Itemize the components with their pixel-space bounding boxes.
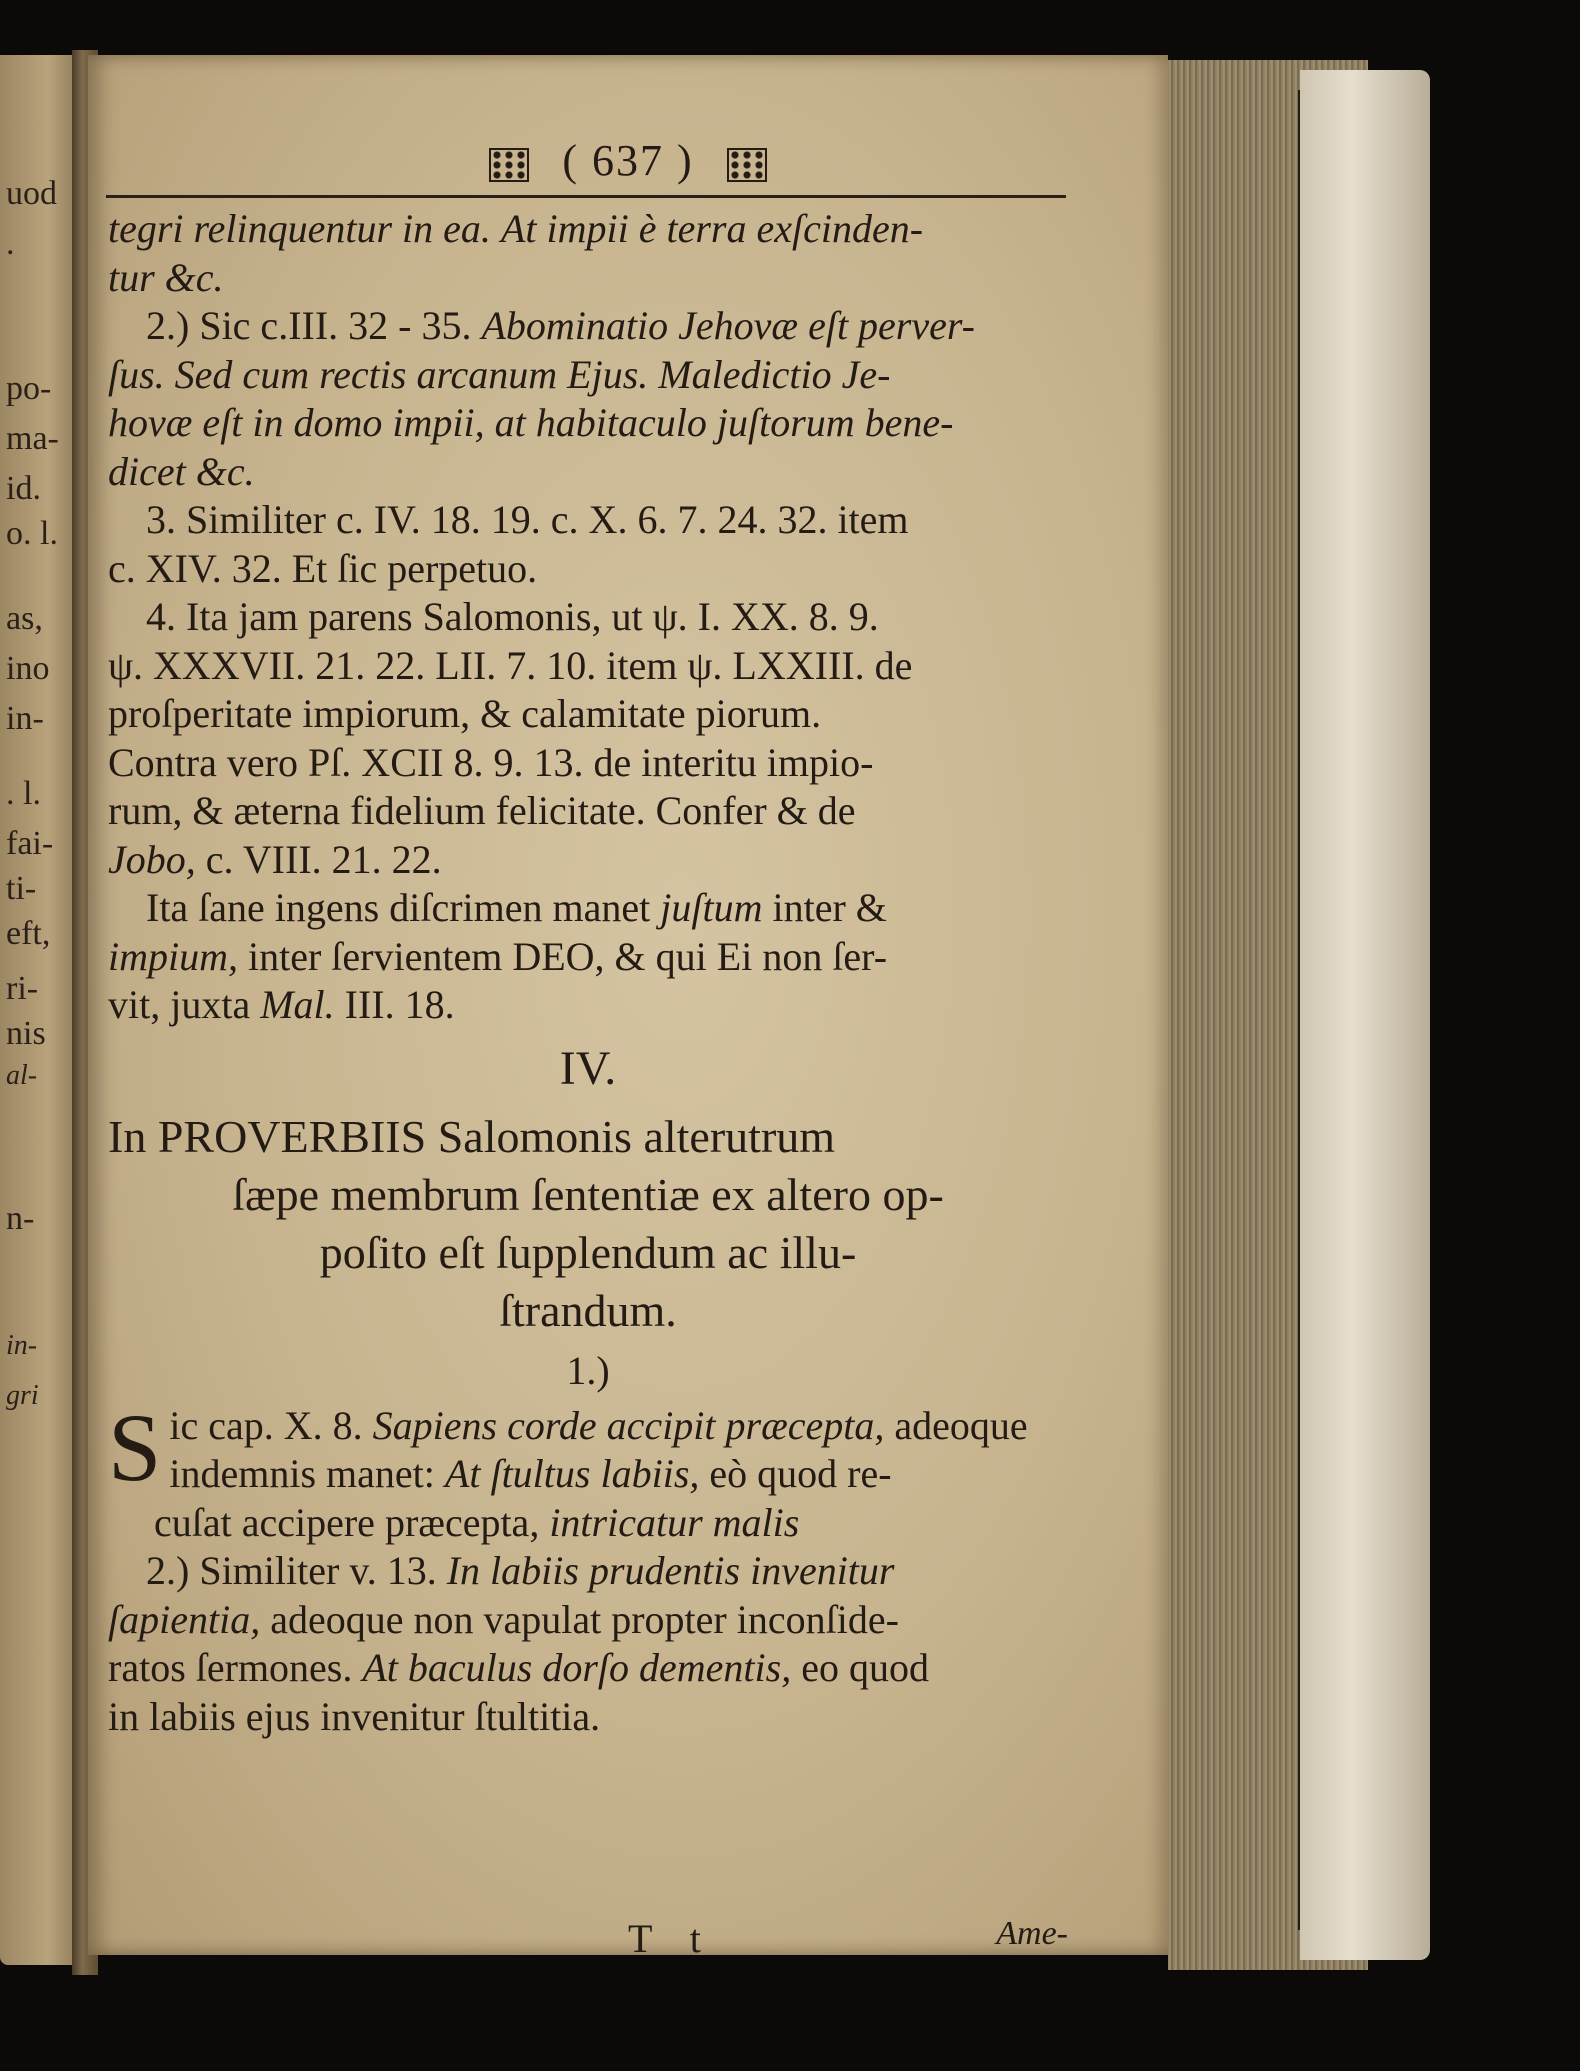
text-line: [108, 302, 1068, 351]
left-page-fragment: ma-: [6, 420, 59, 457]
text-line: [108, 448, 1068, 497]
paragraph-block-2: [108, 1393, 1068, 1742]
text-segment: adeoque non vapulat propter inconſide-: [260, 1596, 899, 1642]
text-line: [108, 254, 1068, 303]
italic-text: Mal.: [260, 982, 335, 1027]
ornament-left-icon: [489, 148, 529, 182]
left-page-fragment: ri-: [6, 970, 39, 1007]
book-page: [88, 55, 1168, 1961]
text-segment: rum, & æterna fidelium felicitate. Confer & de: [108, 788, 856, 833]
text-segment: 4. Ita jam parens Salomonis, ut ψ. I. XX. 8. 9.: [146, 594, 879, 639]
left-page-fragment: ti-: [6, 870, 37, 907]
text-segment: Ita ſane ingens diſcrimen manet: [146, 885, 661, 930]
text-line: [108, 642, 1068, 691]
paragraph-block-1: [108, 205, 1068, 1030]
page-number: ( 637 ): [562, 136, 694, 185]
left-page-fragment: ino: [6, 650, 50, 687]
page-footer: [108, 1915, 1068, 1965]
italic-text: In labiis prudentis invenitur: [446, 1548, 895, 1593]
text-segment: c. VIII. 21. 22.: [195, 836, 442, 882]
italic-text: At ſtultus labiis,: [444, 1451, 700, 1496]
text-line: [108, 690, 1068, 739]
text-segment: eò quod re-: [699, 1451, 892, 1496]
left-page-fragment: n-: [6, 1200, 35, 1237]
italic-text: juſtum: [660, 885, 763, 930]
italic-text: Sapiens corde accipit præcepta,: [372, 1402, 885, 1448]
text-line: [108, 836, 1068, 885]
text-line: [108, 884, 1068, 933]
book-binding: [1300, 70, 1430, 1960]
section-number: IV.: [559, 1041, 617, 1095]
text-segment: in labiis ejus invenitur ſtultitia.: [108, 1693, 601, 1739]
text-segment: eo quod: [791, 1645, 929, 1690]
text-segment: [491, 206, 501, 251]
running-header: [88, 135, 1168, 186]
text-segment: ic cap. X. 8.: [169, 1402, 373, 1448]
italic-text: ſapientia,: [108, 1596, 261, 1642]
text-segment: adeoque: [884, 1402, 1028, 1448]
text-segment: Contra vero Pſ. XCII 8. 9. 13. de interitu impio-: [108, 739, 874, 785]
text-segment: inter ſervientem DEO, & qui Ei non ſer-: [238, 933, 888, 979]
italic-text: impium,: [108, 933, 238, 979]
left-page-fragment: eft,: [6, 915, 51, 952]
text-line: [108, 399, 1068, 448]
left-page-fragment: o. l.: [6, 515, 58, 552]
italic-text: Jobo,: [108, 836, 196, 882]
text-line: [108, 205, 1068, 254]
text-line: [108, 545, 1068, 594]
text-segment: indemnis manet:: [169, 1451, 445, 1496]
left-page-fragment: in-: [6, 1330, 38, 1361]
text-segment: proſperitate impiorum, & calamitate piorum.: [108, 691, 822, 736]
text-line: [108, 787, 1068, 836]
text-segment: vit, juxta: [108, 982, 261, 1027]
italic-text: intricatur malis: [549, 1499, 800, 1545]
text-line: [108, 593, 1068, 642]
text-line: [108, 351, 1068, 400]
sub-number: 1.): [566, 1347, 610, 1393]
text-segment: ratos ſermones.: [108, 1645, 363, 1690]
page-text: [108, 205, 1068, 1741]
left-page-fragment: fai-: [6, 825, 54, 862]
italic-text: tur &c.: [108, 254, 224, 300]
text-segment: 3. Similiter c. IV. 18. 19. c. X. 6. 7. 24. 32. item: [146, 497, 909, 542]
left-page-fragment: .: [6, 225, 15, 262]
left-page-fragment: nis: [6, 1015, 46, 1052]
italic-text: hovæ eſt in domo impii, at habitaculo juſtorum bene-: [108, 400, 954, 445]
text-segment: ψ. XXXVII. 21. 22. LII. 7. 10. item ψ. LXXIII. de: [108, 642, 913, 688]
italic-text: dicet &c.: [108, 448, 255, 494]
heading-line: poſito eſt ſupplendum ac illu-: [319, 1226, 857, 1278]
left-page-fragment: gri: [6, 1380, 39, 1411]
heading-line: ſæpe membrum ſententiæ ex altero op-: [232, 1168, 944, 1220]
text-line: [108, 1693, 1068, 1742]
signature-mark: T t: [628, 1916, 715, 1961]
left-page-fragment: uod: [6, 175, 57, 212]
heading-line: ſtrandum.: [499, 1284, 677, 1336]
ornament-right-icon: [727, 148, 767, 182]
text-segment: III. 18.: [334, 982, 455, 1027]
text-line: [108, 981, 1068, 1030]
catchword: Ame-: [996, 1915, 1068, 1952]
text-line: [108, 739, 1068, 788]
left-page-fragment: in-: [6, 700, 44, 737]
italic-text: At impii è terra exſcinden-: [500, 206, 924, 251]
left-page-fragment: po-: [6, 370, 52, 407]
text-segment: 2.) Similiter v. 13.: [146, 1548, 447, 1593]
header-rule: [106, 195, 1066, 198]
text-line: [108, 1596, 1068, 1645]
text-segment: cuſat accipere præcepta,: [154, 1499, 550, 1545]
text-line: [108, 1450, 1068, 1499]
left-page-fragment: id.: [6, 470, 41, 507]
text-line: [108, 1499, 1068, 1548]
italic-text: ſus. Sed cum rectis arcanum Ejus. Maledictio Je-: [108, 351, 891, 397]
section-heading: [108, 1108, 1068, 1340]
left-page-fragment: al-: [6, 1060, 38, 1091]
text-line: [108, 496, 1068, 545]
text-line: [108, 1644, 1068, 1693]
italic-text: Abominatio Jehovæ eſt perver-: [481, 303, 975, 348]
text-segment: c. XIV. 32. Et ſic perpetuo.: [108, 545, 538, 591]
left-facing-page: [0, 55, 80, 1965]
drop-cap: S: [108, 1393, 162, 1501]
italic-text: At baculus dorſo dementis,: [362, 1645, 792, 1690]
text-segment: 2.) Sic c.III. 32 - 35.: [146, 303, 482, 348]
text-line: [108, 1547, 1068, 1596]
left-page-fragment: as,: [6, 600, 43, 637]
left-page-fragment: . l.: [6, 775, 41, 812]
text-segment: inter &: [762, 885, 887, 930]
italic-text: tegri relinquentur in ea.: [108, 206, 491, 251]
text-line: [108, 933, 1068, 982]
heading-line: In PROVERBIIS Salomonis alterutrum: [108, 1110, 836, 1162]
